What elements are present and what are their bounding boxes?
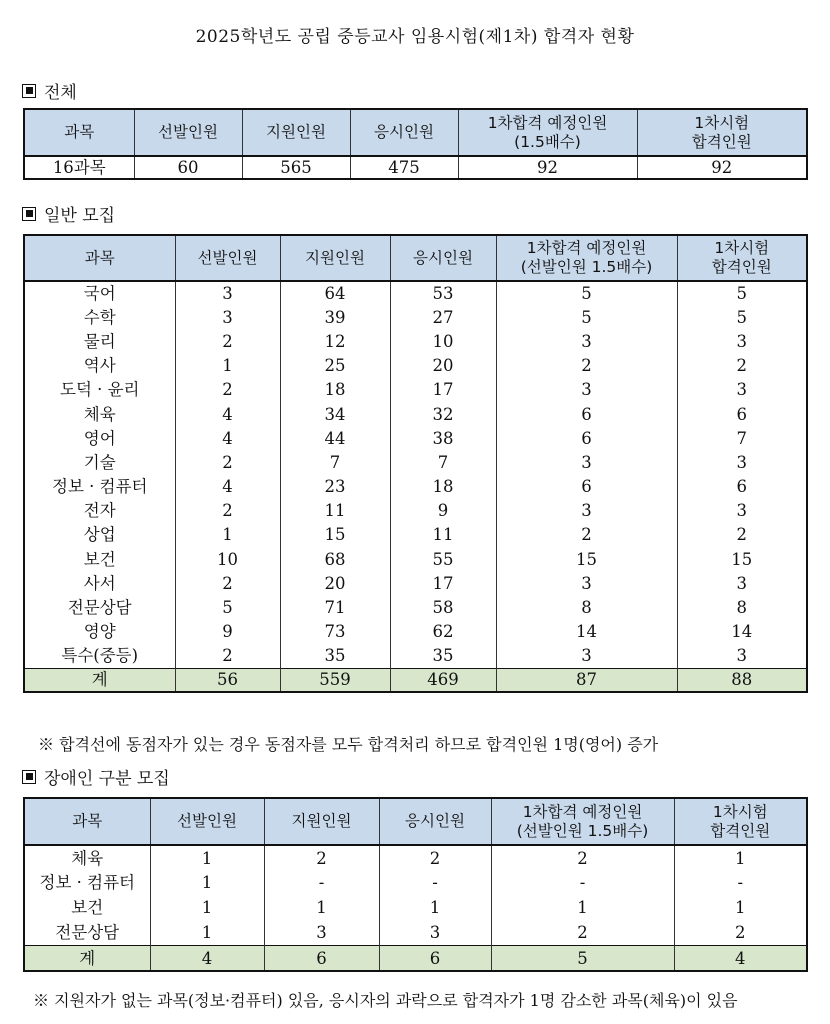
value-cell: 38 (390, 426, 496, 450)
value-cell: 73 (280, 620, 390, 644)
value-cell: 92 (458, 156, 637, 179)
column-header: 응시인원 (390, 235, 496, 281)
total-label-cell: 계 (24, 946, 150, 971)
value-cell: 92 (637, 156, 807, 179)
value-cell: 15 (496, 547, 677, 571)
value-cell: 35 (390, 644, 496, 668)
value-cell: 44 (280, 426, 390, 450)
value-cell: 1 (150, 921, 264, 946)
subject-cell: 기술 (24, 450, 175, 474)
subject-cell: 영양 (24, 620, 175, 644)
subject-cell: 전자 (24, 499, 175, 523)
table-row (24, 547, 807, 571)
header-row (24, 235, 807, 281)
value-cell: 3 (677, 571, 807, 595)
value-cell: 68 (280, 547, 390, 571)
value-cell: 17 (390, 571, 496, 595)
subject-cell: 전문상담 (24, 595, 175, 619)
value-cell: 2 (496, 354, 677, 378)
subject-cell: 정보 · 컴퓨터 (24, 475, 175, 499)
value-cell: 2 (677, 523, 807, 547)
value-cell: 62 (390, 620, 496, 644)
value-cell: 4 (175, 402, 280, 426)
column-header-line: 1차합격 예정인원 (522, 802, 643, 821)
value-cell: 2 (175, 329, 280, 353)
value-cell: - (264, 870, 379, 895)
value-cell: 1 (264, 895, 379, 920)
column-header-line: 1차합격 예정인원 (487, 113, 608, 132)
value-cell: 27 (390, 305, 496, 329)
header-row (24, 109, 807, 156)
value-cell: 32 (390, 402, 496, 426)
total-value-cell: 56 (175, 668, 280, 692)
subject-cell: 정보 · 컴퓨터 (24, 870, 150, 895)
value-cell: 5 (496, 305, 677, 329)
column-header: 선발인원 (150, 798, 264, 845)
subject-cell: 16과목 (24, 156, 134, 179)
value-cell: 2 (496, 523, 677, 547)
column-header: 과목 (24, 235, 175, 281)
table-row (24, 620, 807, 644)
square-bullet-icon (22, 770, 36, 784)
subject-cell: 상업 (24, 523, 175, 547)
subject-cell: 국어 (24, 281, 175, 305)
value-cell: 3 (677, 378, 807, 402)
general-recruitment-table (23, 234, 808, 693)
total-value-cell: 4 (674, 946, 807, 971)
value-cell: 8 (677, 595, 807, 619)
table-row (24, 595, 807, 619)
total-value-cell: 88 (677, 668, 807, 692)
value-cell: 25 (280, 354, 390, 378)
table-row (24, 895, 807, 920)
value-cell: 11 (390, 523, 496, 547)
total-value-cell: 6 (379, 946, 491, 971)
table-row (24, 426, 807, 450)
value-cell: 5 (175, 595, 280, 619)
total-value-cell: 4 (150, 946, 264, 971)
value-cell: 475 (350, 156, 458, 179)
column-header: 응시인원 (350, 109, 458, 156)
subject-cell: 물리 (24, 329, 175, 353)
column-header-line: 합격인원 (710, 821, 771, 840)
value-cell: 4 (175, 426, 280, 450)
table-row (24, 845, 807, 870)
column-header (677, 235, 807, 281)
column-header: 과목 (24, 798, 150, 845)
value-cell: 6 (496, 426, 677, 450)
disabled-note: ※ 지원자가 없는 과목(정보·컴퓨터) 있음, 응시자의 과락으로 합격자가 1명 감소한 과목(체육)이 있음 (33, 991, 738, 1010)
table-row (24, 402, 807, 426)
value-cell: 2 (264, 845, 379, 870)
subject-cell: 특수(중등) (24, 644, 175, 668)
total-row (24, 946, 807, 971)
value-cell: 60 (134, 156, 242, 179)
table-row (24, 921, 807, 946)
column-header: 선발인원 (134, 109, 242, 156)
column-header: 지원인원 (264, 798, 379, 845)
value-cell: 64 (280, 281, 390, 305)
value-cell: 7 (390, 450, 496, 474)
value-cell: 5 (496, 281, 677, 305)
value-cell: 2 (674, 921, 807, 946)
value-cell: 7 (677, 426, 807, 450)
column-header: 과목 (24, 109, 134, 156)
value-cell: 1 (674, 895, 807, 920)
value-cell: 3 (175, 281, 280, 305)
value-cell: 5 (677, 305, 807, 329)
subject-cell: 체육 (24, 402, 175, 426)
overall-table (23, 108, 808, 180)
value-cell: 3 (264, 921, 379, 946)
column-header: 지원인원 (242, 109, 350, 156)
value-cell: 3 (496, 450, 677, 474)
value-cell: 71 (280, 595, 390, 619)
value-cell: 1 (150, 895, 264, 920)
value-cell: 14 (677, 620, 807, 644)
value-cell: 3 (496, 329, 677, 353)
value-cell: 15 (677, 547, 807, 571)
value-cell: 58 (390, 595, 496, 619)
value-cell: - (491, 870, 674, 895)
column-header: 응시인원 (379, 798, 491, 845)
value-cell: 1 (379, 895, 491, 920)
column-header (458, 109, 637, 156)
section-heading-general (22, 201, 115, 226)
table-row (24, 378, 807, 402)
table-row (24, 281, 807, 305)
column-header-line: 1차시험 (714, 239, 770, 257)
value-cell: 20 (280, 571, 390, 595)
total-value-cell: 6 (264, 946, 379, 971)
value-cell: 23 (280, 475, 390, 499)
section-heading-text: 일반 모집 (44, 206, 116, 226)
page-title: 2025학년도 공립 중등교사 임용시험(제1차) 합격자 현황 (195, 27, 635, 47)
value-cell: 3 (496, 571, 677, 595)
value-cell: 3 (175, 305, 280, 329)
column-header-line: 1차시험 (694, 113, 750, 132)
value-cell: 7 (280, 450, 390, 474)
total-value-cell: 87 (496, 668, 677, 692)
value-cell: 3 (496, 499, 677, 523)
value-cell: 565 (242, 156, 350, 179)
column-header-line: 1차합격 예정인원 (526, 239, 647, 257)
subject-cell: 전문상담 (24, 921, 150, 946)
value-cell: 2 (175, 571, 280, 595)
table-row (24, 156, 807, 179)
table-row (24, 499, 807, 523)
value-cell: 8 (496, 595, 677, 619)
total-label-cell: 계 (24, 668, 175, 692)
column-header-line: 합격인원 (691, 132, 752, 151)
value-cell: 3 (496, 378, 677, 402)
value-cell: 1 (491, 895, 674, 920)
subject-cell: 보건 (24, 895, 150, 920)
value-cell: 2 (175, 499, 280, 523)
subject-cell: 체육 (24, 845, 150, 870)
table-row (24, 475, 807, 499)
value-cell: 1 (674, 845, 807, 870)
column-header: 선발인원 (175, 235, 280, 281)
total-value-cell: 469 (390, 668, 496, 692)
value-cell: 1 (175, 523, 280, 547)
value-cell: 11 (280, 499, 390, 523)
column-header (491, 798, 674, 845)
value-cell: 6 (677, 475, 807, 499)
value-cell: 1 (175, 354, 280, 378)
column-header: 지원인원 (280, 235, 390, 281)
table-row (24, 644, 807, 668)
table-row (24, 870, 807, 895)
subject-cell: 역사 (24, 354, 175, 378)
column-header-line: (1.5배수) (514, 132, 581, 151)
value-cell: 2 (175, 378, 280, 402)
column-header (496, 235, 677, 281)
value-cell: 15 (280, 523, 390, 547)
value-cell: 2 (175, 450, 280, 474)
value-cell: 9 (175, 620, 280, 644)
value-cell: 2 (491, 845, 674, 870)
total-row (24, 668, 807, 692)
value-cell: 3 (379, 921, 491, 946)
value-cell: 2 (677, 354, 807, 378)
column-header-line: 1차시험 (712, 802, 768, 821)
value-cell: 35 (280, 644, 390, 668)
value-cell: 3 (677, 499, 807, 523)
value-cell: 12 (280, 329, 390, 353)
value-cell: 10 (175, 547, 280, 571)
column-header (674, 798, 807, 845)
value-cell: 18 (280, 378, 390, 402)
column-header (637, 109, 807, 156)
value-cell: 3 (677, 329, 807, 353)
value-cell: 6 (677, 402, 807, 426)
general-note: ※ 합격선에 동점자가 있는 경우 동점자를 모두 합격처리 하므로 합격인원 1명(영어) 증가 (38, 735, 659, 754)
table-row (24, 571, 807, 595)
section-heading-overall (22, 78, 77, 103)
value-cell: 20 (390, 354, 496, 378)
value-cell: 2 (379, 845, 491, 870)
value-cell: 6 (496, 402, 677, 426)
section-heading-disabled (22, 764, 170, 789)
disabled-recruitment-table (23, 797, 808, 972)
value-cell: 18 (390, 475, 496, 499)
table-row (24, 305, 807, 329)
value-cell: 1 (150, 870, 264, 895)
table-row (24, 523, 807, 547)
value-cell: 55 (390, 547, 496, 571)
subject-cell: 영어 (24, 426, 175, 450)
value-cell: 53 (390, 281, 496, 305)
subject-cell: 도덕 · 윤리 (24, 378, 175, 402)
table-row (24, 354, 807, 378)
value-cell: 3 (496, 644, 677, 668)
value-cell: 5 (677, 281, 807, 305)
total-value-cell: 5 (491, 946, 674, 971)
total-value-cell: 559 (280, 668, 390, 692)
value-cell: 4 (175, 475, 280, 499)
value-cell: 3 (677, 450, 807, 474)
value-cell: - (379, 870, 491, 895)
value-cell: 17 (390, 378, 496, 402)
column-header-line: (선발인원 1.5배수) (520, 258, 653, 276)
header-row (24, 798, 807, 845)
subject-cell: 사서 (24, 571, 175, 595)
subject-cell: 수학 (24, 305, 175, 329)
value-cell: - (674, 870, 807, 895)
square-bullet-icon (22, 84, 36, 98)
value-cell: 3 (677, 644, 807, 668)
value-cell: 2 (491, 921, 674, 946)
table-row (24, 450, 807, 474)
value-cell: 10 (390, 329, 496, 353)
value-cell: 1 (150, 845, 264, 870)
square-bullet-icon (22, 207, 36, 221)
value-cell: 2 (175, 644, 280, 668)
value-cell: 14 (496, 620, 677, 644)
subject-cell: 보건 (24, 547, 175, 571)
value-cell: 39 (280, 305, 390, 329)
section-heading-text: 장애인 구분 모집 (44, 769, 170, 789)
column-header-line: 합격인원 (711, 258, 772, 276)
value-cell: 34 (280, 402, 390, 426)
table-row (24, 329, 807, 353)
column-header-line: (선발인원 1.5배수) (516, 821, 649, 840)
value-cell: 9 (390, 499, 496, 523)
value-cell: 6 (496, 475, 677, 499)
section-heading-text: 전체 (44, 83, 77, 103)
